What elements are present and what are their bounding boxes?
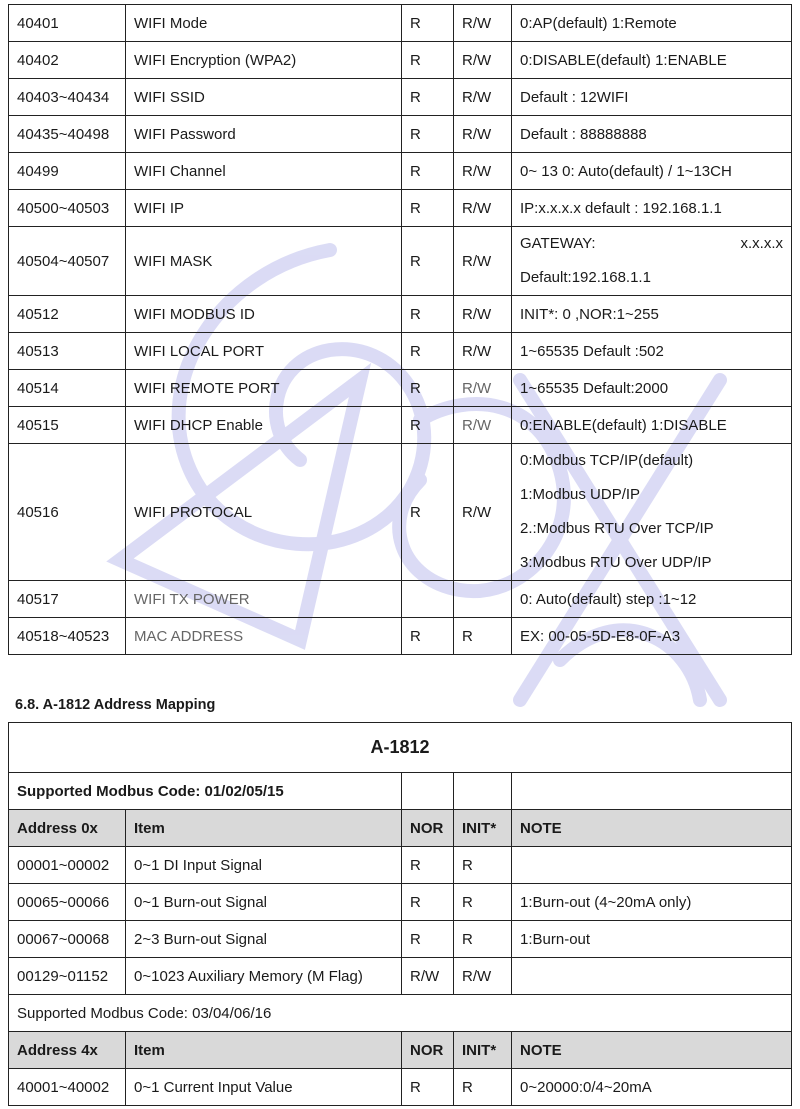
item-cell: 0~1 DI Input Signal [126, 847, 402, 884]
table-title-row [9, 723, 792, 773]
note-cell: Default : 88888888 [512, 116, 792, 153]
note-cell [512, 958, 792, 995]
note-cell [512, 444, 792, 581]
note-cell: 1~65535 Default :502 [512, 333, 792, 370]
address-cell: 00129~01152 [9, 958, 126, 995]
item-cell: 0~1 Current Input Value [126, 1069, 402, 1106]
init-cell [454, 581, 512, 618]
protocol-option: 3:Modbus RTU Over UDP/IP [520, 554, 712, 571]
note-cell [512, 847, 792, 884]
address-cell: 40500~40503 [9, 190, 126, 227]
item-cell: WIFI PROTOCAL [126, 444, 402, 581]
nor-cell: R [402, 153, 454, 190]
item-cell: WIFI IP [126, 190, 402, 227]
header-row [9, 1032, 792, 1069]
address-cell: 40001~40002 [9, 1069, 126, 1106]
address-cell: 40514 [9, 370, 126, 407]
init-cell: R [454, 921, 512, 958]
table-title: A-1812 [9, 723, 792, 773]
init-cell: R/W [454, 958, 512, 995]
table-row [9, 190, 792, 227]
item-cell: 0~1 Burn-out Signal [126, 884, 402, 921]
empty-cell [454, 773, 512, 810]
note-cell: 0: Auto(default) step :1~12 [512, 581, 792, 618]
table-row [9, 153, 792, 190]
note-cell: 0:DISABLE(default) 1:ENABLE [512, 42, 792, 79]
init-cell: R/W [454, 42, 512, 79]
address-cell: 40403~40434 [9, 79, 126, 116]
init-cell: R [454, 884, 512, 921]
modbus-code-row [9, 773, 792, 810]
init-cell: R/W [454, 333, 512, 370]
address-cell: 40499 [9, 153, 126, 190]
table-row [9, 958, 792, 995]
protocol-option: 1:Modbus UDP/IP [520, 486, 641, 503]
note-cell: Default : 12WIFI [512, 79, 792, 116]
note-cell: 1~65535 Default:2000 [512, 370, 792, 407]
init-cell: R/W [454, 5, 512, 42]
table-row [9, 370, 792, 407]
nor-cell: R [402, 296, 454, 333]
note-cell: 0:AP(default) 1:Remote [512, 5, 792, 42]
header-row [9, 810, 792, 847]
item-cell: WIFI Encryption (WPA2) [126, 42, 402, 79]
nor-cell: R [402, 227, 454, 296]
item-cell: WIFI Channel [126, 153, 402, 190]
item-cell: WIFI LOCAL PORT [126, 333, 402, 370]
item-cell: 2~3 Burn-out Signal [126, 921, 402, 958]
address-cell: 40512 [9, 296, 126, 333]
address-cell: 40504~40507 [9, 227, 126, 296]
address-cell: 40518~40523 [9, 618, 126, 655]
note-cell: 0~ 13 0: Auto(default) / 1~13CH [512, 153, 792, 190]
address-header: Address 0x [9, 810, 126, 847]
note-cell: IP:x.x.x.x default : 192.168.1.1 [512, 190, 792, 227]
nor-cell: R [402, 618, 454, 655]
table-row [9, 581, 792, 618]
wifi-register-table [8, 4, 792, 655]
item-cell: WIFI TX POWER [126, 581, 402, 618]
nor-cell [402, 581, 454, 618]
empty-cell [512, 773, 792, 810]
note-header: NOTE [512, 1032, 792, 1069]
address-cell: 40402 [9, 42, 126, 79]
gateway-default: Default:192.168.1.1 [520, 269, 651, 286]
init-header: INIT* [454, 1032, 512, 1069]
item-cell: MAC ADDRESS [126, 618, 402, 655]
nor-header: NOR [402, 1032, 454, 1069]
table-row [9, 407, 792, 444]
init-cell: R/W [454, 153, 512, 190]
table-row [9, 921, 792, 958]
a1812-mapping-table [8, 722, 792, 1106]
address-header: Address 4x [9, 1032, 126, 1069]
note-cell: 0:ENABLE(default) 1:DISABLE [512, 407, 792, 444]
note-cell: INIT*: 0 ,NOR:1~255 [512, 296, 792, 333]
item-cell: WIFI Mode [126, 5, 402, 42]
item-cell: 0~1023 Auxiliary Memory (M Flag) [126, 958, 402, 995]
nor-cell: R [402, 444, 454, 581]
nor-cell: R [402, 1069, 454, 1106]
item-cell: WIFI MODBUS ID [126, 296, 402, 333]
nor-header: NOR [402, 810, 454, 847]
modbus-code-label: Supported Modbus Code: 03/04/06/16 [9, 995, 792, 1032]
item-cell: WIFI DHCP Enable [126, 407, 402, 444]
nor-cell: R/W [402, 958, 454, 995]
init-header: INIT* [454, 810, 512, 847]
init-cell: R/W [454, 444, 512, 581]
item-cell: WIFI Password [126, 116, 402, 153]
item-cell: WIFI REMOTE PORT [126, 370, 402, 407]
init-cell: R/W [454, 116, 512, 153]
init-cell: R/W [454, 296, 512, 333]
address-cell: 00065~00066 [9, 884, 126, 921]
table-row [9, 444, 792, 581]
address-cell: 40516 [9, 444, 126, 581]
address-cell: 40401 [9, 5, 126, 42]
nor-cell: R [402, 79, 454, 116]
table-row [9, 884, 792, 921]
table-row [9, 618, 792, 655]
table-row [9, 296, 792, 333]
init-cell: R/W [454, 370, 512, 407]
note-cell: EX: 00-05-5D-E8-0F-A3 [512, 618, 792, 655]
protocol-option: 0:Modbus TCP/IP(default) [520, 452, 694, 469]
init-cell: R [454, 847, 512, 884]
section-heading: 6.8. A-1812 Address Mapping [15, 697, 216, 713]
nor-cell: R [402, 116, 454, 153]
table-row [9, 5, 792, 42]
item-header: Item [126, 810, 402, 847]
table-row [9, 42, 792, 79]
nor-cell: R [402, 190, 454, 227]
init-cell: R/W [454, 227, 512, 296]
note-header: NOTE [512, 810, 792, 847]
item-header: Item [126, 1032, 402, 1069]
table-row [9, 79, 792, 116]
note-cell: 1:Burn-out (4~20mA only) [512, 884, 792, 921]
modbus-code-row [9, 995, 792, 1032]
init-cell: R [454, 1069, 512, 1106]
table-row [9, 227, 792, 296]
nor-cell: R [402, 5, 454, 42]
empty-cell [402, 773, 454, 810]
item-cell: WIFI MASK [126, 227, 402, 296]
gateway-label: GATEWAY: [520, 235, 596, 252]
init-cell: R/W [454, 190, 512, 227]
table-row [9, 116, 792, 153]
table-row [9, 1069, 792, 1106]
note-cell: 0~20000:0/4~20mA [512, 1069, 792, 1106]
item-cell: WIFI SSID [126, 79, 402, 116]
nor-cell: R [402, 370, 454, 407]
init-cell: R/W [454, 407, 512, 444]
table-row [9, 333, 792, 370]
note-cell [512, 227, 792, 296]
address-cell: 40517 [9, 581, 126, 618]
address-cell: 00001~00002 [9, 847, 126, 884]
protocol-option: 2.:Modbus RTU Over TCP/IP [520, 520, 714, 537]
nor-cell: R [402, 847, 454, 884]
address-cell: 40515 [9, 407, 126, 444]
table-row [9, 847, 792, 884]
note-cell: 1:Burn-out [512, 921, 792, 958]
nor-cell: R [402, 42, 454, 79]
address-cell: 40435~40498 [9, 116, 126, 153]
address-cell: 00067~00068 [9, 921, 126, 958]
nor-cell: R [402, 333, 454, 370]
nor-cell: R [402, 407, 454, 444]
nor-cell: R [402, 921, 454, 958]
address-cell: 40513 [9, 333, 126, 370]
init-cell: R/W [454, 79, 512, 116]
nor-cell: R [402, 884, 454, 921]
modbus-code-label: Supported Modbus Code: 01/02/05/15 [9, 773, 402, 810]
init-cell: R [454, 618, 512, 655]
gateway-format: x.x.x.x [740, 235, 783, 252]
